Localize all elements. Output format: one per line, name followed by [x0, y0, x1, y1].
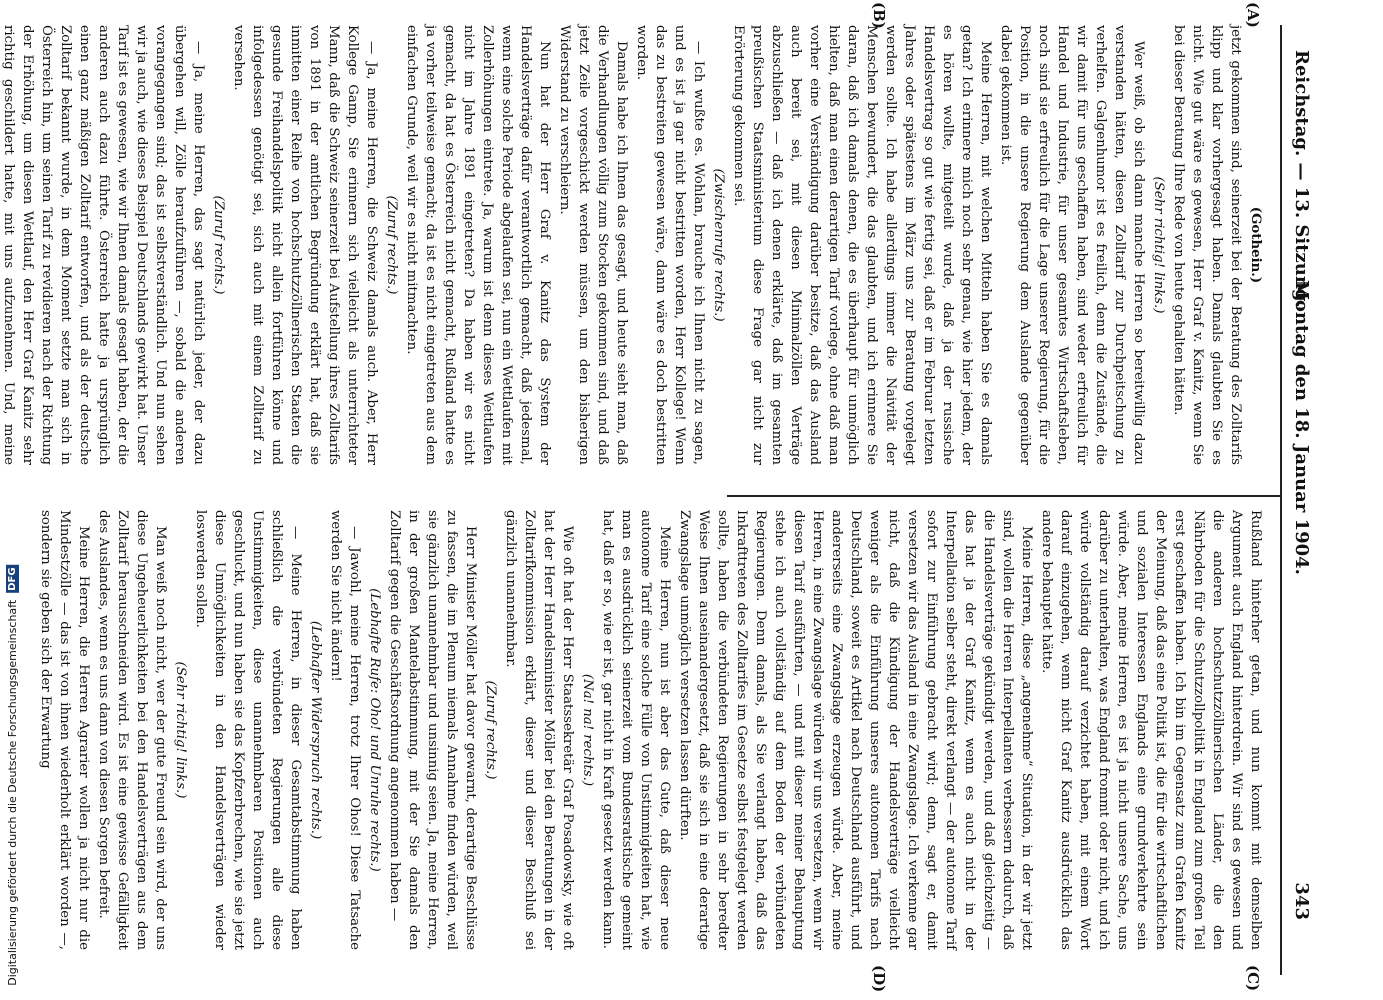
interjection: (Sehr richtig! links.) — [173, 661, 188, 799]
interjection: (Zwischenrufe rechts.) — [711, 168, 726, 322]
page-header — [1280, 50, 1320, 920]
paragraph: Meine Herren, die Herren Agrarier wollen ja nicht nur die Mindestzölle — das ist von ihnen wiederholt erklärt worden —, sondern sie geben sich der Erwartung — [38, 510, 91, 950]
paragraph: Wie oft hat der Herr Staatssekretär Graf Posadowsky, wie oft hat der Herr Handelsminister Möller bei den Beratungen in der Zolltarifkommission erklärt, dieser und dieser Beschluß sei gänzlich unannehmbar. — [503, 510, 575, 950]
credit-text: Digitalisierung gefördert durch die Deutsche Forschungsgemeinschaft — [6, 600, 19, 986]
interjection: (Na! na! rechts.) — [580, 673, 595, 787]
paragraph: Wer weiß, ob sich dann manche Herren so bereitwillig dazu verstanden hätten, diesen Zolltarif zur Durchpeitschung zu verhelfen. Galgenhumor ist es freilich, denn die Zustände, die wir damit für uns geschaffen haben, sind weder erfreulich für Handel und Industrie, für unser gesamtes Wirtschaftsleben, noch sind sie erfreulich für die Lage unserer Regierung, für die Position, in die unsere Regierung dem Auslande gegenüber dabei gekommen ist. — [998, 25, 1146, 465]
dfg-logo: DFG — [7, 567, 18, 591]
left-column — [0, 25, 1265, 465]
speaker-name: (Gothein.) — [1248, 206, 1263, 284]
interjection: (Lebhafter Widerspruch rechts.) — [308, 620, 323, 840]
paragraph: Man weiß noch nicht, wer der gute Freund sein wird, der uns diese Ungeheuerlichkeiten bei den Handelsverträgen aus dem Zolltarif herausschneiden wird. Es ist eine gewisse Gefälligkeit des Auslandes, wenn es uns dann von diesen Sorgen befreit. — [96, 510, 168, 950]
paragraph: — Jawohl, meine Herren, trotz Ihrer Ohos! Diese Tatsache werden Sie nicht ändern! — [328, 510, 362, 950]
paragraph: — Ja, meine Herren, die Schweiz damals auch. Aber, Herr Kollege Gamp, Sie erinnern sich vielleicht als unterrichteter Mann, daß die Schweiz seinerzeit bei Aufstellung ihres Zolltarifs von 1891 in der amtlichen Begründung erklärt hat, daß sie inmitten einer Reihe von hochschutzzöllnerischen Staaten die gesunde Freihandelspolitik nicht allein fortführen könne und infolgedessen genötigt sei, sich auch mit einem Zolltarif zu versehen. — [231, 25, 379, 465]
paragraph: Meine Herren, mit welchen Mitteln haben Sie es damals getan? Ich erinnere mich noch sehr genau, wie hier jedem, der es hören wollte, mitgeteilt wurde, daß ja der russische Handelsvertrag so gut wie fertig sei, daß er im Februar letzten Jahres oder spätestens im März uns zur Beratung vorgelegt werden sollte. Ich habe allerdings immer die Naivität der Menschen bewundert, die das glaubten, und ich erinnere Sie daran, daß ich damals denen, die es überhaupt für unmöglich hielten, daß man einen derartigen Tarif vorlege, ohne daß man vorher eine Verständigung darüber besitze, daß das Ausland auch bereit sei, mit diesen Minimalzöllen Verträge abzuschließen — daß ich denen erklärte, daß im gesamten preußischen Staatsministerium diese Frage gar nicht zur Erörterung gekommen sei. — [731, 25, 993, 465]
margin-marker-b: (B) — [870, 2, 888, 29]
paragraph: jetzt gekommen sind, seinerzeit bei der Beratung des Zolltarifs klipp und klar vorhergesagt haben. Damals glaubten Sie es nicht. Wie gut wäre es gewesen, Herr Graf v. Kanitz, wenn Sie bei dieser Beratung Ihre Rede von heute gehalten hätten. — [1171, 25, 1243, 465]
paragraph: — Ja, meine Herren, das sagt natürlich jeder, der dazu übergehen will, Zölle heraufzuführen —, sobald die anderen vorangegangen sind; das ist selbstverständlich. Und nun sehen wir ja auch, wie dieses Beispiel Deutschlands gewirkt hat. Unser Tarif ist es gewesen, wie wir Ihnen damals gesagt haben, der die anderen auch dazu führte. Österreich hatte ja ursprünglich einen ganz mäßigen Zolltarif entworfen, und als der deutsche Zolltarif bekannt wurde, in dem Moment setzte man sich in Österreich hin, um seinen Tarif zu revidieren nach der Richtung der Erhöhung, um diesen Wettlauf, den Herr Graf Kanitz sehr richtig geschildert hatte, mit uns aufzunehmen. Und, meine — [1, 25, 206, 465]
interjection: (Zuruf rechts.) — [211, 195, 226, 295]
header-date: Montag den 18. Januar 1904. — [1291, 280, 1312, 575]
paragraph: — Ich wußte es. Wohlan, brauche ich Ihnen nicht zu sagen, und es ist ja gar nicht bestritten worden, Herr Kollege! Wenn das zu bestreiten gewesen wäre, dann wäre es doch bestritten worden. — [634, 25, 706, 465]
header-rule — [1280, 25, 1282, 975]
digitization-credit — [6, 565, 19, 986]
paragraph: Nun hat der Herr Graf v. Kanitz das System der Handelsverträge dafür verantwortlich gemacht, daß jedesmal, wenn eine solche Periode abgelaufen sei, nun ein Wettlaufen mit Zollerhöhungen eintrete. Ja, warum ist denn dieses Wettlaufen nicht im Jahre 1891 eingetreten? Da haben wir es nicht gemacht, da hat es Österreich nicht gemacht, Rußland hatte es ja vorher teilweise gemacht; da ist es nicht eingetreten aus dem einfachen Grunde, weil wir es nicht mitmachten. — [404, 25, 552, 465]
interjection: (Zuruf rechts.) — [483, 680, 498, 780]
paragraph: Meine Herren, nun ist aber das Gute, daß dieser neue autonome Tarif eine solche Fülle von Unstimmigkeiten hat, wie man es ausdrücklich seinerzeit vom Bundesratstische gemeint hat, daß er so, wie er ist, gar nicht in Kraft gesetzt werden kann. — [600, 510, 672, 950]
column-divider — [727, 495, 1282, 497]
paragraph: Rußland hinterher getan, und nun kommt mit demselben Argument auch England hinterdrein. Wir sind es gewesen und die anderen hochschutzzöllnerischen Länder, die den Nährboden für die Schutzzollpolitik in England zum großen Teil erst geschaffen haben. Ich bin im Gegensatz zum Grafen Kanitz der Meinung, daß das eine Politik ist, die für die wirtschaftlichen und sozialen Interessen Englands eine grundverkehrte sein würde. Aber, meine Herren, es ist ja nicht unsere Sache, uns darüber zu unterhalten, was England frommt oder nicht, und ich würde vollständig darauf verzichtet haben, mit einem Wort darauf einzugehen, wenn nicht Graf Kanitz ausdrücklich das andere behauptet hätte. — [1039, 510, 1263, 950]
paragraph: Herr Minister Möller hat davor gewarnt, derartige Beschlüsse zu fassen, die im Plenum niemals Annahme finden würden, weil sie gänzlich unannehmbar und unsinnig seien. Ja, meine Herren, in der großen Mantelabstimmung, mit der Sie damals den Zolltarif gegen die Geschäftsordnung angenommen haben — — [387, 510, 478, 950]
paragraph: Meine Herren, diese „angenehme“ Situation, in der wir jetzt sind, wollen die Herren Interpellanten verbessern dadurch, daß die Handelsverträge gekündigt werden, und daß gleichzeitig — das hat ja der Graf Kanitz, wenn es auch nicht in der Interpellation selber steht, direkt verlangt — der autonome Tarif sofort zur Einführung gebracht wird; denn, sagt er, damit versetzen wir das Ausland in eine Zwangslage. Ich verkenne gar nicht, daß die Kündigung der Handelsverträge vielleicht weniger als die Einführung unseres autonomen Tarifs nach Deutschland, soweit es Artikel nach Deutschland ausführt, und andererseits eine Zwangslage erzeugen würde. Aber, meine Herren, in eine Zwangslage würden wir uns versetzen, wenn wir diesen Tarif ausführten, — und mit dieser meiner Behauptung stehe ich auch vollständig auf dem Boden der verbündeten Regierungen. Denn damals, als Sie verlangt haben, daß das Inkrafttreten des Zolltarifes im Gesetze selbst festgelegt werden sollte, haben die verbündeten Regierungen in sehr beredter Weise Ihnen auseinandergesetzt, daß sie sich in eine derartige Zwangslage unmöglich versetzen lassen dürften. — [677, 510, 1034, 950]
paragraph: — Meine Herren, in dieser Gesamtabstimmung haben schließlich die verbündeten Regierungen alle diese Unstimmigkeiten, diese unannehmbaren Positionen auch geschluckt, und nun haben sie das Kopfzerbrechen, wie sie jetzt diese Unmöglichkeiten in den Handelsverträgen wieder loswerden sollen. — [193, 510, 303, 950]
paragraph: Damals habe ich Ihnen das gesagt, und heute sieht man, daß die Verhandlungen völlig zum Stocken gekommen sind, und daß jetzt Zeile vorgeschickt werden müssen, um den bisherigen Widerstand zu verschleiern. — [557, 25, 629, 465]
page-number: 343 — [1291, 882, 1312, 920]
margin-marker-a: (A) — [1244, 2, 1262, 28]
interjection: (Sehr richtig! links.) — [1151, 176, 1166, 314]
right-column — [35, 510, 1265, 950]
header-session: Reichstag. — 13. Sitzung. — [1291, 50, 1312, 308]
interjection: (Lebhafte Rufe: Oho! und Unruhe rechts.) — [367, 588, 382, 872]
interjection: (Zuruf rechts.) — [384, 195, 399, 295]
margin-marker-d: (D) — [870, 965, 888, 993]
margin-marker-c: (C) — [1244, 965, 1262, 992]
